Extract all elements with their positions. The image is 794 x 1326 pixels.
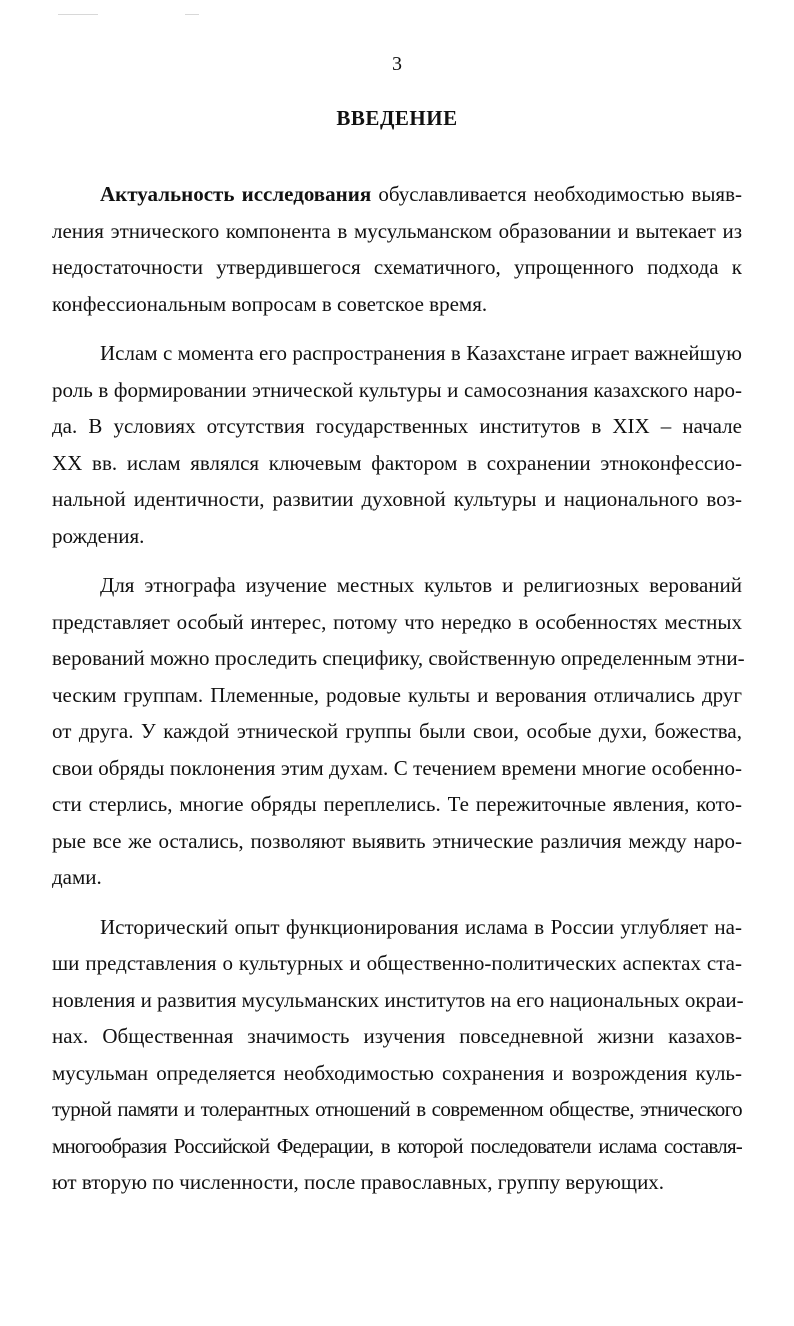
paragraph-relevance: [52, 176, 742, 322]
paragraph-line: дами.: [52, 865, 102, 889]
paragraph-ethnography: [52, 567, 745, 896]
paragraph-line: свои обряды поклонения этим духам. С течением времени многие особенно-: [52, 755, 742, 780]
section-title: ВВЕДЕНИЕ: [336, 106, 458, 130]
paragraph-line: ления этнического компонента в мусульманском образовании и вытекает из: [52, 218, 742, 243]
paragraph-line: новления и развития мусульманских институтов на его национальных окраи-: [52, 987, 744, 1012]
paragraph-line: верований можно проследить специфику, свойственную определенным этни-: [52, 646, 745, 670]
scan-artifact: [185, 14, 199, 15]
paragraph-line: ют вторую по численности, после православных, группу верующих.: [52, 1170, 665, 1194]
paragraph-line: ши представления о культурных и общественно-политических аспектах ста-: [52, 951, 742, 975]
paragraph-line: ческим группам. Племенные, родовые культы и верования отличались друг: [52, 682, 742, 707]
body-text: [52, 176, 745, 1214]
lead-phrase: Актуальность исследования: [100, 182, 372, 206]
paragraph-line: турной памяти и толерантных отношений в современном обществе, этнического: [52, 1097, 742, 1121]
paragraph-line: Исторический опыт функционирования ислама в России углубляет на-: [100, 914, 742, 939]
paragraph-line: многообразия Российской Федерации, в которой последователи ислама составля-: [52, 1133, 742, 1158]
paragraph-line: мусульман определяется необходимостью сохранения и возрождения куль-: [52, 1060, 742, 1085]
paragraph-line: XX вв. ислам являлся ключевым фактором в сохранении этноконфессио-: [52, 450, 742, 475]
paragraph-line: рые все же остались, позволяют выявить этнические различия между наро-: [52, 828, 742, 853]
paragraph-line: рождения.: [52, 523, 145, 548]
page-number: 3: [392, 53, 402, 75]
paragraph-line: недостаточности утвердившегося схематичного, упрощенного подхода к: [52, 255, 742, 279]
paragraph-line: Для этнографа изучение местных культов и религиозных верований: [100, 573, 742, 597]
paragraph-line: нальной идентичности, развитии духовной культуры и национального воз-: [52, 487, 742, 511]
paragraph-islam-role: [52, 335, 742, 554]
paragraph-line: нах. Общественная значимость изучения повседневной жизни казахов-: [52, 1024, 742, 1048]
paragraph-line: от друга. У каждой этнической группы были свои, особые духи, божества,: [52, 719, 742, 743]
paragraph-line: конфессиональным вопросам в советское время.: [52, 291, 488, 316]
paragraph-line: Ислам с момента его распространения в Казахстане играет важнейшую: [100, 341, 742, 365]
paragraph-line: сти стерлись, многие обряды переплелись. Те пережиточные явления, кото-: [52, 792, 742, 816]
paragraph-line: роль в формировании этнической культуры и самосознания казахского наро-: [52, 377, 742, 402]
paragraph-line: да. В условиях отсутствия государственных институтов в XIX – начале: [52, 414, 742, 438]
paragraph-line: Актуальность исследования обуславливается необходимостью выяв-: [100, 182, 743, 206]
scan-artifact: [58, 14, 98, 15]
paragraph-historical-experience: [52, 909, 742, 1201]
paragraph-line: представляет особый интерес, потому что нередко в особенностях местных: [52, 609, 742, 634]
